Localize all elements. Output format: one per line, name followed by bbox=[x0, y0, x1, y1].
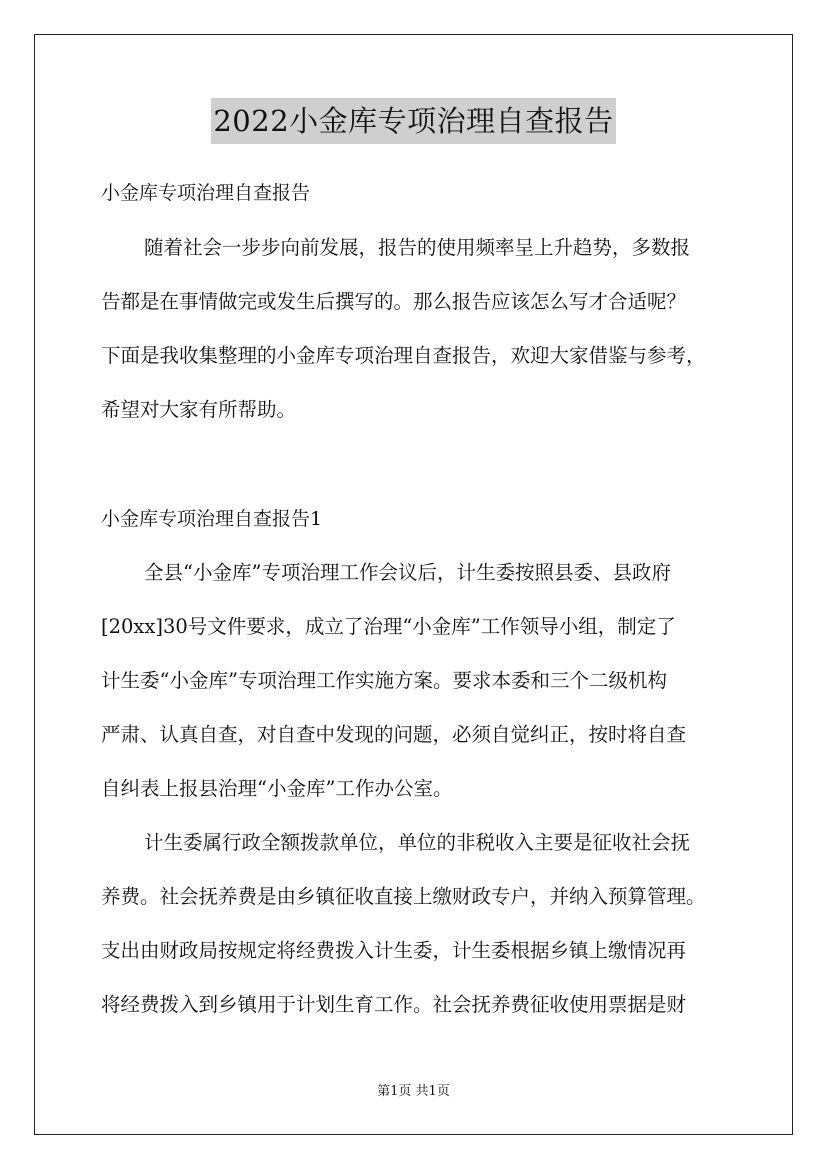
paragraph-line: 将经费拨入到乡镇用于计划生育工作。社会抚养费征收使用票据是财 bbox=[101, 993, 687, 1016]
paragraph-line: 支出由财政局按规定将经费拨入计生委，计生委根据乡镇上缴情况再 bbox=[101, 939, 687, 962]
intro-line: 告都是在事情做完或发生后撰写的。那么报告应该怎么写才合适呢？ bbox=[101, 290, 687, 313]
subtitle-heading: 小金库专项治理自查报告 bbox=[101, 182, 311, 204]
page-footer: 第1页 共1页 bbox=[377, 1084, 450, 1099]
paragraph-line: [20xx]30号文件要求，成立了治理“小金库”工作领导小组，制定了 bbox=[101, 615, 676, 638]
paragraph-line: 养费。社会抚养费是由乡镇征收直接上缴财政专户，并纳入预算管理。 bbox=[101, 885, 706, 908]
intro-line: 随着社会一步步向前发展，报告的使用频率呈上升趋势，多数报 bbox=[144, 236, 691, 259]
paragraph-line: 计生委“小金库”专项治理工作实施方案。要求本委和三个二级机构 bbox=[101, 669, 667, 692]
intro-line: 希望对大家有所帮助。 bbox=[101, 398, 297, 421]
section-heading: 小金库专项治理自查报告1 bbox=[101, 508, 323, 530]
paragraph-line: 严肃、认真自查，对自查中发现的问题，必须自觉纠正，按时将自查 bbox=[101, 723, 687, 746]
paragraph-line: 自纠表上报县治理“小金库”工作办公室。 bbox=[101, 777, 453, 800]
title-container bbox=[0, 98, 827, 144]
intro-line: 下面是我收集整理的小金库专项治理自查报告，欢迎大家借鉴与参考， bbox=[101, 344, 706, 367]
document-title: 2022小金库专项治理自查报告 bbox=[211, 98, 615, 144]
paragraph-line: 计生委属行政全额拨款单位，单位的非税收入主要是征收社会抚 bbox=[144, 831, 691, 854]
paragraph-line: 全县“小金库”专项治理工作会议后，计生委按照县委、县政府 bbox=[144, 561, 671, 584]
